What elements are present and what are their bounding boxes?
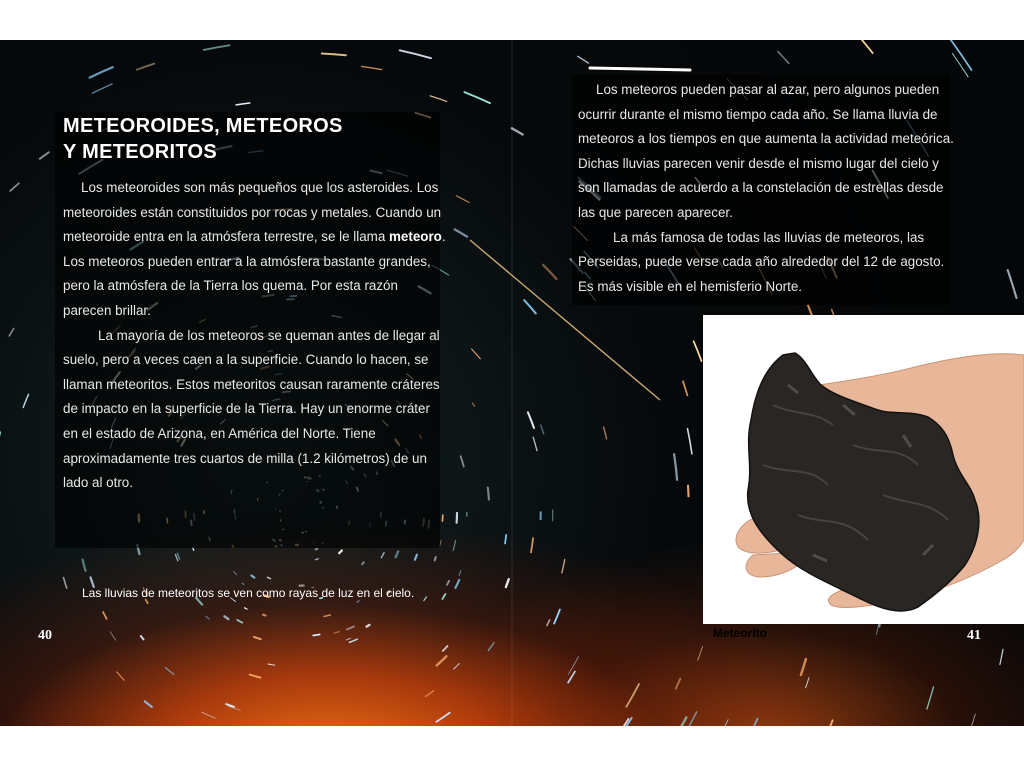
star-trail xyxy=(415,555,417,560)
star-trail xyxy=(461,456,464,466)
star-trail xyxy=(245,608,248,609)
star-trail xyxy=(236,103,250,105)
star-trail xyxy=(137,64,154,70)
star-trail xyxy=(505,535,506,544)
star-trail xyxy=(1008,270,1017,298)
star-trail xyxy=(683,381,687,395)
star-trail xyxy=(346,638,350,640)
star-trail xyxy=(117,672,125,680)
star-trail xyxy=(40,152,49,159)
star-trail xyxy=(146,600,148,604)
star-trail xyxy=(90,67,113,78)
star-trail xyxy=(9,329,14,336)
star-trail xyxy=(268,664,275,665)
star-trail xyxy=(367,625,370,627)
photo-caption: Meteorito xyxy=(713,626,767,640)
star-trail xyxy=(543,265,556,279)
heading-line-2: Y METEORITOS xyxy=(63,141,218,163)
image-caption: Las lluvias de meteoritos se ven como rayas de luz en el cielo. xyxy=(82,586,415,600)
star-trail xyxy=(506,579,509,587)
star-trail xyxy=(528,412,534,428)
star-trail xyxy=(254,637,261,639)
star-trail xyxy=(202,712,216,718)
star-trail xyxy=(237,620,242,623)
star-trail xyxy=(103,612,107,619)
star-trail xyxy=(313,635,319,636)
star-trail xyxy=(604,427,607,439)
right-body-text xyxy=(578,78,958,299)
star-trail xyxy=(846,40,872,53)
star-trail xyxy=(750,719,757,726)
star-trail xyxy=(145,701,152,707)
star-trail xyxy=(488,643,494,651)
star-trail xyxy=(177,553,179,559)
star-trail xyxy=(315,559,318,560)
star-trail xyxy=(456,196,469,203)
star-trail xyxy=(717,720,728,726)
page-number-left: 40 xyxy=(38,628,52,643)
star-trail xyxy=(688,486,689,497)
star-trail xyxy=(676,679,681,689)
star-trail xyxy=(488,488,489,500)
star-trail xyxy=(430,96,447,102)
star-trail xyxy=(83,560,86,571)
star-trail xyxy=(437,656,447,665)
keyword-meteoro: meteoro xyxy=(389,229,442,245)
star-trail xyxy=(541,425,544,434)
star-trail xyxy=(324,615,330,617)
heading-line-1: METEOROIDES, METEOROS xyxy=(63,115,343,137)
star-trail xyxy=(455,229,468,236)
star-trail xyxy=(242,583,244,584)
star-trail xyxy=(425,691,433,697)
star-trail xyxy=(267,577,270,578)
star-trail xyxy=(927,687,934,709)
star-trail xyxy=(569,657,579,675)
star-trail xyxy=(436,713,449,722)
star-trail xyxy=(442,594,445,599)
star-trail xyxy=(948,40,972,70)
star-trail xyxy=(92,84,112,93)
star-trail xyxy=(778,52,789,64)
star-trail xyxy=(250,675,261,678)
star-trail xyxy=(204,45,230,50)
left-paragraph-2: La mayoría de los meteoros se queman antes de llegar al suelo, pero a veces caen a la superficie. Cuando lo hacen, se llaman meteoritos. Estos meteoritos causan raramente cráteres de impacto en la superficie de la Tierra. Hay un enorme cráter en el estado de Arizona, en América del Norte. Tiene aproximadamente tres cuartos de milla (1.2 kilómetros) de un lado al otro. xyxy=(63,327,440,491)
star-trail xyxy=(547,620,550,626)
left-paragraph-1: Los meteoroides son más pequeños que los asteroides. Los meteoroides están constituidos por rocas y metales. Cuando un meteoroide entra en la atmósfera terrestre, se le llama meteoro. Los meteoros pueden entrar a la atmósfera bastante grandes, pero la atmósfera de la Tierra los quema. Por esta razón parecen brillar. xyxy=(63,180,446,318)
star-trail xyxy=(64,578,67,589)
star-trail xyxy=(512,128,523,134)
left-body-text xyxy=(63,176,448,496)
star-trail xyxy=(110,632,116,641)
star-trail xyxy=(362,66,382,69)
star-trail xyxy=(801,659,806,675)
star-trail xyxy=(698,647,703,661)
star-trail xyxy=(350,639,358,642)
star-trail xyxy=(357,601,359,603)
star-trail xyxy=(443,646,448,651)
page-gutter xyxy=(511,40,513,726)
star-trail xyxy=(381,553,384,558)
star-trail xyxy=(806,678,809,688)
star-trail xyxy=(578,56,589,63)
star-trail xyxy=(226,704,234,707)
star-trail xyxy=(362,562,364,564)
star-trail xyxy=(316,549,318,550)
bright-meteor-streak xyxy=(590,68,690,70)
star-trail xyxy=(141,636,144,639)
right-paragraph-1: Los meteoros pueden pasar al azar, pero algunos pueden ocurrir durante el mismo tiempo cada año. Se llama lluvia de meteoros a los tiempos en que aumenta la actividad meteórica. Dichas lluvias parecen venir desde el mismo lugar del cielo y son llamadas de acuerdo a la constelación de estrellas desde las que parecen aparecer. xyxy=(578,82,954,220)
star-trail xyxy=(464,92,490,103)
star-trail xyxy=(396,551,399,557)
star-trail xyxy=(424,597,427,601)
star-trail xyxy=(676,717,687,726)
star-trail xyxy=(234,572,237,575)
star-trail xyxy=(818,720,833,726)
star-trail xyxy=(334,632,339,634)
star-trail xyxy=(952,54,968,77)
star-trail xyxy=(688,429,692,454)
star-trail xyxy=(626,684,639,707)
star-trail xyxy=(453,541,455,551)
star-trail xyxy=(165,668,173,675)
star-trail xyxy=(447,581,449,585)
star-trail xyxy=(206,616,210,619)
star-trail xyxy=(1000,649,1003,664)
star-trail xyxy=(347,626,354,629)
star-trail xyxy=(962,714,975,726)
star-trail xyxy=(10,183,19,191)
star-trail xyxy=(472,349,481,359)
right-paragraph-2: La más famosa de todas las lluvias de meteoros, las Perseidas, puede verse cada año alrededor del 12 de agosto. Es más visible en el hemisferio Norte. xyxy=(578,229,945,294)
star-trail xyxy=(562,560,565,573)
star-trail xyxy=(533,437,537,450)
star-trail xyxy=(524,300,536,313)
page-number-right: 41 xyxy=(967,628,981,643)
star-trail xyxy=(322,54,346,56)
star-trail xyxy=(674,454,677,480)
star-trail xyxy=(23,394,28,407)
star-trail xyxy=(455,580,459,588)
section-heading xyxy=(63,113,363,165)
star-trail xyxy=(251,576,254,578)
star-trail xyxy=(454,664,460,670)
star-trail xyxy=(694,341,702,361)
star-trail xyxy=(473,403,475,406)
star-trail xyxy=(459,571,461,576)
star-trail xyxy=(531,538,533,552)
star-trail xyxy=(554,610,560,624)
star-trail xyxy=(224,616,228,619)
star-trail xyxy=(193,548,194,550)
star-trail xyxy=(435,557,436,560)
star-trail xyxy=(400,50,431,58)
hand-holding-meteorite-image xyxy=(703,315,1024,624)
star-trail xyxy=(339,551,342,554)
star-trail xyxy=(263,615,266,616)
